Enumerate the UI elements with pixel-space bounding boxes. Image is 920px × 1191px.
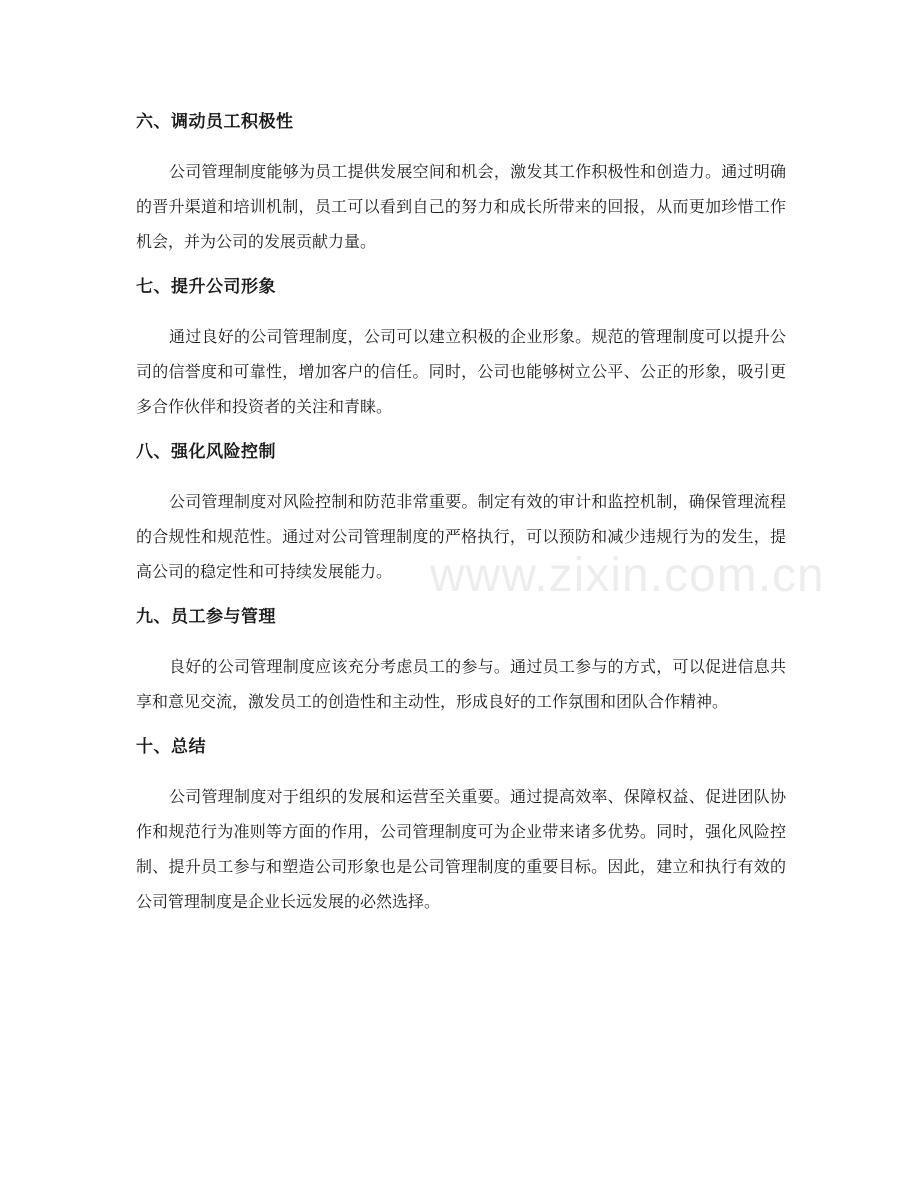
section-heading-10: 十、总结 <box>136 737 206 757</box>
section-heading-8: 八、强化风险控制 <box>136 442 276 462</box>
section-paragraph-7: 通过良好的公司管理制度，公司可以建立积极的企业形象。规范的管理制度可以提升公司的信誉度和可靠性，增加客户的信任。同时，公司也能够树立公平、公正的形象，吸引更多合作伙伴和投资者的关注和青睐。 <box>136 327 786 416</box>
section-paragraph-8: 公司管理制度对风险控制和防范非常重要。制定有效的审计和监控机制，确保管理流程的合规性和规范性。通过对公司管理制度的严格执行，可以预防和减少违规行为的发生，提高公司的稳定性和可持续发展能力。 <box>136 492 786 581</box>
section-heading-9: 九、员工参与管理 <box>136 607 276 627</box>
section-paragraph-6: 公司管理制度能够为员工提供发展空间和机会，激发其工作积极性和创造力。通过明确的晋升渠道和培训机制，员工可以看到自己的努力和成长所带来的回报，从而更加珍惜工作机会，并为公司的发展贡献力量。 <box>136 162 786 251</box>
section-heading-7: 七、提升公司形象 <box>136 277 276 297</box>
document-content <box>136 104 786 929</box>
watermark: www.zixin.com.cn <box>430 549 825 602</box>
section-paragraph-9: 良好的公司管理制度应该充分考虑员工的参与。通过员工参与的方式，可以促进信息共享和意见交流，激发员工的创造性和主动性，形成良好的工作氛围和团队合作精神。 <box>136 657 786 711</box>
section-heading-6: 六、调动员工积极性 <box>136 112 294 132</box>
section-paragraph-10: 公司管理制度对于组织的发展和运营至关重要。通过提高效率、保障权益、促进团队协作和规范行为准则等方面的作用，公司管理制度可为企业带来诸多优势。同时，强化风险控制、提升员工参与和塑造公司形象也是公司管理制度的重要目标。因此，建立和执行有效的公司管理制度是企业长远发展的必然选择。 <box>136 787 786 911</box>
